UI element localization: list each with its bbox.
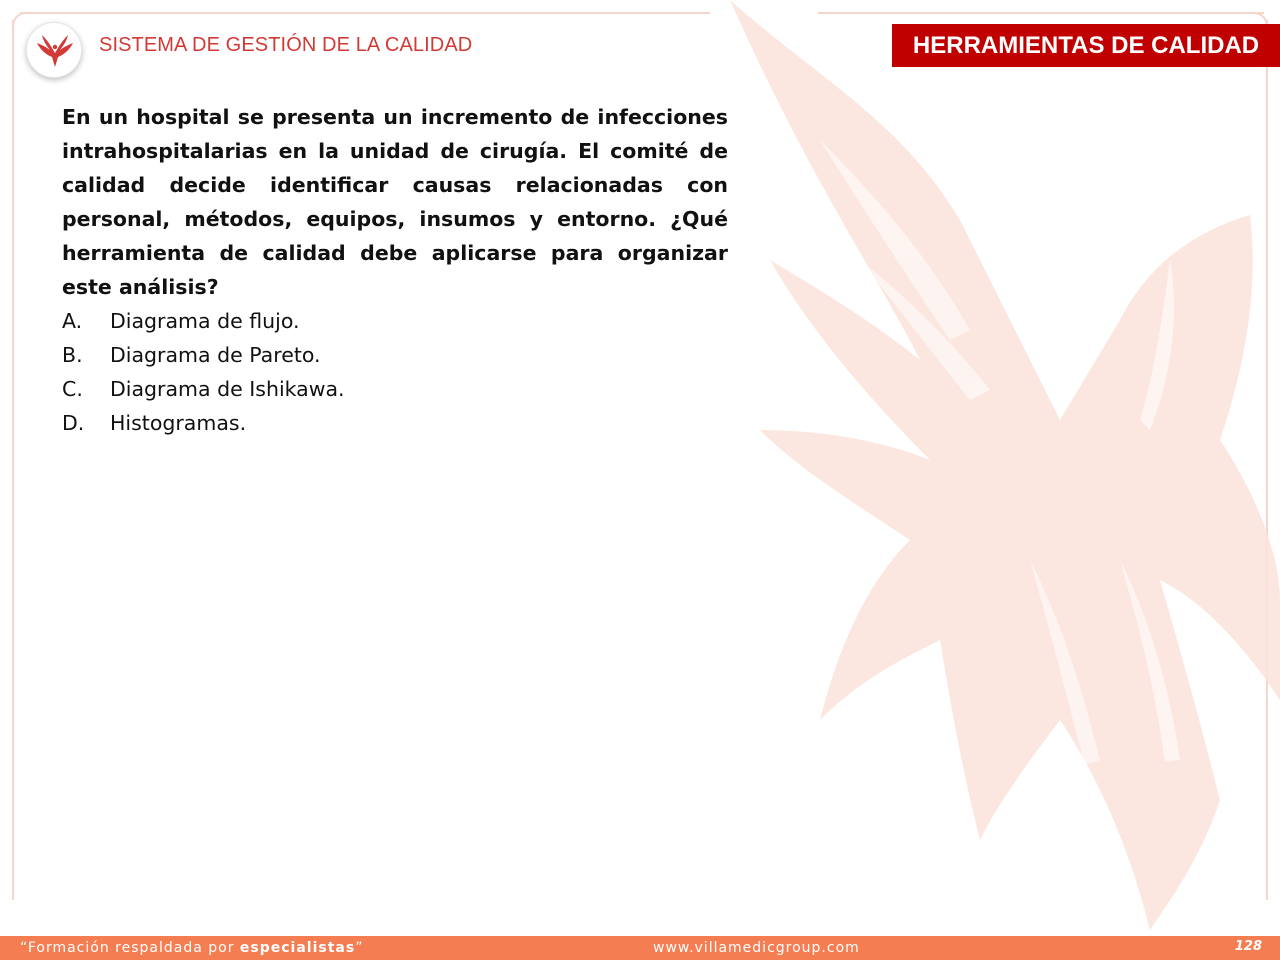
- option-a: [62, 304, 728, 338]
- slogan-bold: especialistas: [239, 940, 356, 956]
- option-letter: D.: [62, 411, 85, 435]
- footer-slogan: [20, 940, 363, 956]
- option-text: Diagrama de Pareto.: [110, 343, 321, 367]
- section-banner: HERRAMIENTAS DE CALIDAD: [892, 24, 1280, 67]
- option-letter: C.: [62, 377, 83, 401]
- footer-url: www.villamedicgroup.com: [653, 940, 860, 956]
- question-text: En un hospital se presenta un incremento de infecciones intrahospitalarias en la unidad de cirugía. El comité de calidad decide identificar causas relacionadas con personal, métodos, equipos, insumos y entorno. ¿Qué herramienta de calidad debe aplicarse para organizar este análisis?: [62, 105, 728, 299]
- option-letter: A.: [62, 309, 83, 333]
- option-letter: B.: [62, 343, 83, 367]
- phoenix-watermark-icon: [700, 0, 1280, 930]
- option-b: [62, 338, 728, 372]
- slogan-suffix: ”: [355, 940, 364, 956]
- logo-badge: [26, 22, 82, 78]
- frame-line-top-left: [20, 12, 710, 14]
- option-d: [62, 406, 728, 440]
- frame-line-left: [12, 20, 14, 900]
- slogan-prefix: “Formación respaldada por: [20, 940, 240, 956]
- system-title: SISTEMA DE GESTIÓN DE LA CALIDAD: [99, 34, 473, 56]
- frame-corner-top-left: [12, 12, 32, 32]
- option-text: Diagrama de Ishikawa.: [110, 377, 345, 401]
- page-number: 128: [1234, 939, 1262, 954]
- phoenix-logo-icon: [35, 33, 75, 69]
- footer-bar: [0, 936, 1280, 960]
- option-c: [62, 372, 728, 406]
- option-text: Diagrama de flujo.: [110, 309, 300, 333]
- answer-options: [62, 304, 728, 440]
- option-text: Histogramas.: [110, 411, 247, 435]
